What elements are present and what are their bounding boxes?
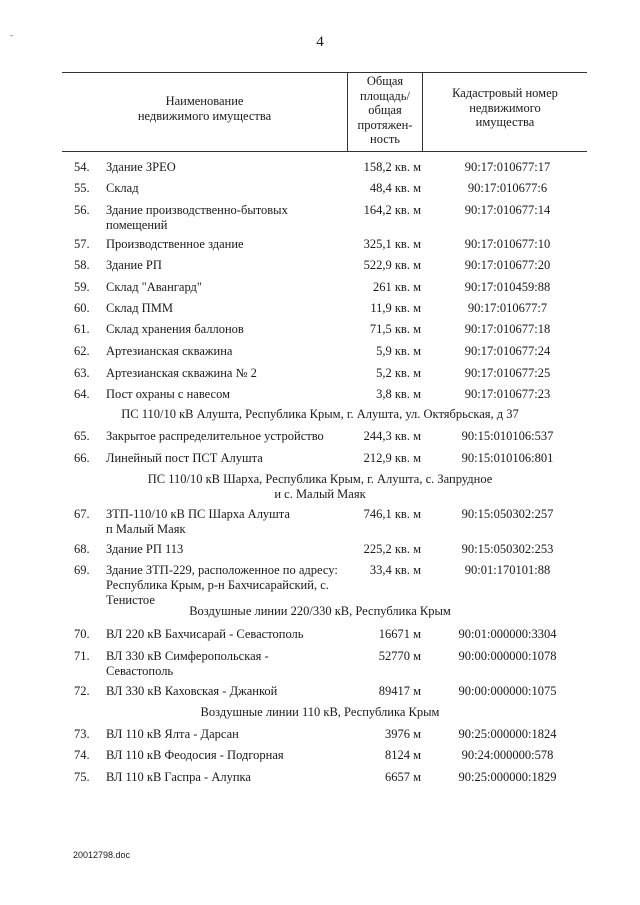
header-cad-cell	[423, 86, 587, 130]
header-area-cell	[348, 74, 422, 147]
row-number: 66.	[74, 451, 90, 465]
section-heading: и с. Малый Маяк	[274, 487, 366, 501]
property-name-line: Здание ЗТП-229, расположенное по адресу:	[106, 563, 338, 577]
header-cad-line: имущества	[475, 115, 535, 129]
property-area: 16671 м	[378, 627, 421, 641]
row-number: 69.	[74, 563, 90, 577]
property-name-line: Склад ПММ	[106, 301, 173, 315]
property-area: 522,9 кв. м	[363, 258, 421, 272]
cadastral-number: 90:25:000000:1824	[458, 727, 557, 741]
property-name	[106, 451, 346, 466]
property-area: 225,2 кв. м	[363, 542, 421, 556]
row-number: 57.	[74, 237, 90, 251]
property-name	[106, 160, 346, 175]
property-name	[106, 344, 346, 359]
property-name	[106, 181, 346, 196]
header-area-line: Общая	[366, 74, 404, 88]
row-number: 68.	[74, 542, 90, 556]
property-name-line: ВЛ 110 кВ Ялта - Дарсан	[106, 727, 239, 741]
property-area: 33,4 кв. м	[369, 563, 421, 577]
cadastral-number: 90:17:010677:20	[464, 258, 551, 272]
property-name	[106, 507, 346, 537]
row-number: 67.	[74, 507, 90, 521]
property-name-line: Линейный пост ПСТ Алушта	[106, 451, 263, 465]
property-name-line: Здание производственно-бытовых	[106, 203, 288, 217]
property-area: 3976 м	[384, 727, 421, 741]
section-heading: ПС 110/10 кВ Шарха, Республика Крым, г. Алушта, с. Запрудное	[147, 472, 493, 486]
property-name-line: Склад "Авангард"	[106, 280, 203, 294]
row-number: 60.	[74, 301, 90, 315]
header-area-line: общая	[368, 103, 402, 117]
row-number: 61.	[74, 322, 90, 336]
cadastral-number: 90:15:010106:801	[461, 451, 554, 465]
row-number: 65.	[74, 429, 90, 443]
section-heading: ПС 110/10 кВ Алушта, Республика Крым, г. Алушта, ул. Октябрьская, д 37	[121, 407, 519, 421]
property-area: 325,1 кв. м	[363, 237, 421, 251]
corner-mark: -	[10, 30, 13, 40]
cadastral-number: 90:17:010677:24	[464, 344, 551, 358]
row-number: 55.	[74, 181, 90, 195]
property-area: 212,9 кв. м	[363, 451, 421, 465]
row-number: 70.	[74, 627, 90, 641]
header-name-line: Наименование	[165, 94, 244, 108]
header-cad-line: недвижимого	[469, 100, 541, 115]
cadastral-number: 90:17:010677:6	[467, 181, 548, 195]
row-number: 62.	[74, 344, 90, 358]
property-name-line: Севастополь	[106, 664, 174, 678]
property-name-line: Здание ЗРЕО	[106, 160, 176, 174]
cadastral-number: 90:17:010677:10	[464, 237, 551, 251]
property-name-line: ВЛ 220 кВ Бахчисарай - Севастополь	[106, 627, 304, 641]
property-name	[106, 770, 346, 785]
cadastral-number: 90:17:010677:17	[464, 160, 551, 174]
row-number: 56.	[74, 203, 90, 217]
property-name	[106, 748, 346, 763]
cadastral-number: 90:17:010459:88	[464, 280, 551, 294]
property-name-line: ВЛ 330 кВ Каховская - Джанкой	[106, 684, 278, 698]
property-area: 89417 м	[378, 684, 421, 698]
row-number: 71.	[74, 649, 90, 663]
cadastral-number: 90:17:010677:7	[467, 301, 548, 315]
row-number: 74.	[74, 748, 90, 762]
property-name	[106, 280, 346, 295]
row-number: 59.	[74, 280, 90, 294]
property-area: 6657 м	[384, 770, 421, 784]
property-name	[106, 429, 346, 444]
property-name	[106, 727, 346, 742]
property-name-line: ВЛ 110 кВ Феодосия - Подгорная	[106, 748, 284, 762]
property-name-line: п Малый Маяк	[106, 522, 186, 536]
header-area-line: площадь/	[360, 88, 410, 103]
row-number: 72.	[74, 684, 90, 698]
property-area: 48,4 кв. м	[369, 181, 421, 195]
row-number: 58.	[74, 258, 90, 272]
property-name	[106, 258, 346, 273]
row-number: 75.	[74, 770, 90, 784]
property-name	[106, 684, 346, 699]
property-area: 158,2 кв. м	[363, 160, 421, 174]
property-area: 8124 м	[384, 748, 421, 762]
property-name-line: ВЛ 330 кВ Симферопольская -	[106, 649, 269, 663]
cadastral-number: 90:17:010677:14	[464, 203, 551, 217]
property-name-line: ЗТП-110/10 кВ ПС Шарха Алушта	[106, 507, 290, 521]
property-name-line: Производственное здание	[106, 237, 244, 251]
property-name	[106, 366, 346, 381]
property-name	[106, 627, 346, 642]
header-area-line: ность	[370, 132, 400, 146]
table-header-bottom-rule	[62, 151, 587, 152]
cadastral-number: 90:01:170101:88	[464, 563, 551, 577]
cadastral-number: 90:24:000000:578	[461, 748, 554, 762]
cadastral-number: 90:17:010677:23	[464, 387, 551, 401]
property-name-line: помещений	[106, 218, 168, 232]
property-area: 52770 м	[378, 649, 421, 663]
property-name	[106, 237, 346, 252]
property-area: 71,5 кв. м	[369, 322, 421, 336]
property-area: 3,8 кв. м	[376, 387, 421, 401]
property-area: 746,1 кв. м	[363, 507, 421, 521]
property-name-line: Пост охраны с навесом	[106, 387, 230, 401]
header-cad-line: Кадастровый номер	[452, 86, 558, 100]
property-name	[106, 322, 346, 337]
property-area: 164,2 кв. м	[363, 203, 421, 217]
property-area: 5,9 кв. м	[376, 344, 421, 358]
section-heading: Воздушные линии 220/330 кВ, Республика Крым	[189, 604, 451, 618]
property-name-line: Склад	[106, 181, 139, 195]
property-name	[106, 649, 346, 679]
property-name	[106, 563, 346, 608]
cadastral-number: 90:01:000000:3304	[458, 627, 557, 641]
property-name-line: Артезианская скважина № 2	[106, 366, 257, 380]
property-name-line: Здание РП 113	[106, 542, 184, 556]
property-name	[106, 542, 346, 557]
row-number: 63.	[74, 366, 90, 380]
header-name-line: недвижимого имущества	[137, 108, 272, 123]
property-name	[106, 203, 346, 233]
property-area: 244,3 кв. м	[363, 429, 421, 443]
cadastral-number: 90:17:010677:25	[464, 366, 551, 380]
property-name-line: Тенистое	[106, 593, 155, 607]
cadastral-number: 90:15:050302:257	[461, 507, 554, 521]
table-header-top-rule	[62, 72, 587, 73]
row-number: 73.	[74, 727, 90, 741]
cadastral-number: 90:25:000000:1829	[458, 770, 557, 784]
header-area-line: протяжен-	[357, 117, 413, 132]
cadastral-number: 90:00:000000:1075	[458, 684, 557, 698]
property-name-line: Артезианская скважина	[106, 344, 233, 358]
property-area: 11,9 кв. м	[370, 301, 421, 315]
cadastral-number: 90:17:010677:18	[464, 322, 551, 336]
property-name-line: Республика Крым, р-н Бахчисарайский, с.	[106, 578, 329, 592]
header-name-cell	[62, 94, 347, 123]
property-area: 5,2 кв. м	[376, 366, 421, 380]
cadastral-number: 90:15:010106:537	[461, 429, 554, 443]
row-number: 54.	[74, 160, 90, 174]
property-name	[106, 301, 346, 316]
property-name-line: ВЛ 110 кВ Гаспра - Алупка	[106, 770, 251, 784]
cadastral-number: 90:15:050302:253	[461, 542, 554, 556]
page-number: 4	[316, 34, 324, 50]
property-name	[106, 387, 346, 402]
row-number: 64.	[74, 387, 90, 401]
property-name-line: Склад хранения баллонов	[106, 322, 244, 336]
property-area: 261 кв. м	[372, 280, 421, 294]
footer-filename: 20012798.doc	[73, 850, 131, 860]
property-name-line: Здание РП	[106, 258, 162, 272]
section-heading: Воздушные линии 110 кВ, Республика Крым	[200, 705, 440, 719]
cadastral-number: 90:00:000000:1078	[458, 649, 557, 663]
property-name-line: Закрытое распределительное устройство	[106, 429, 324, 443]
